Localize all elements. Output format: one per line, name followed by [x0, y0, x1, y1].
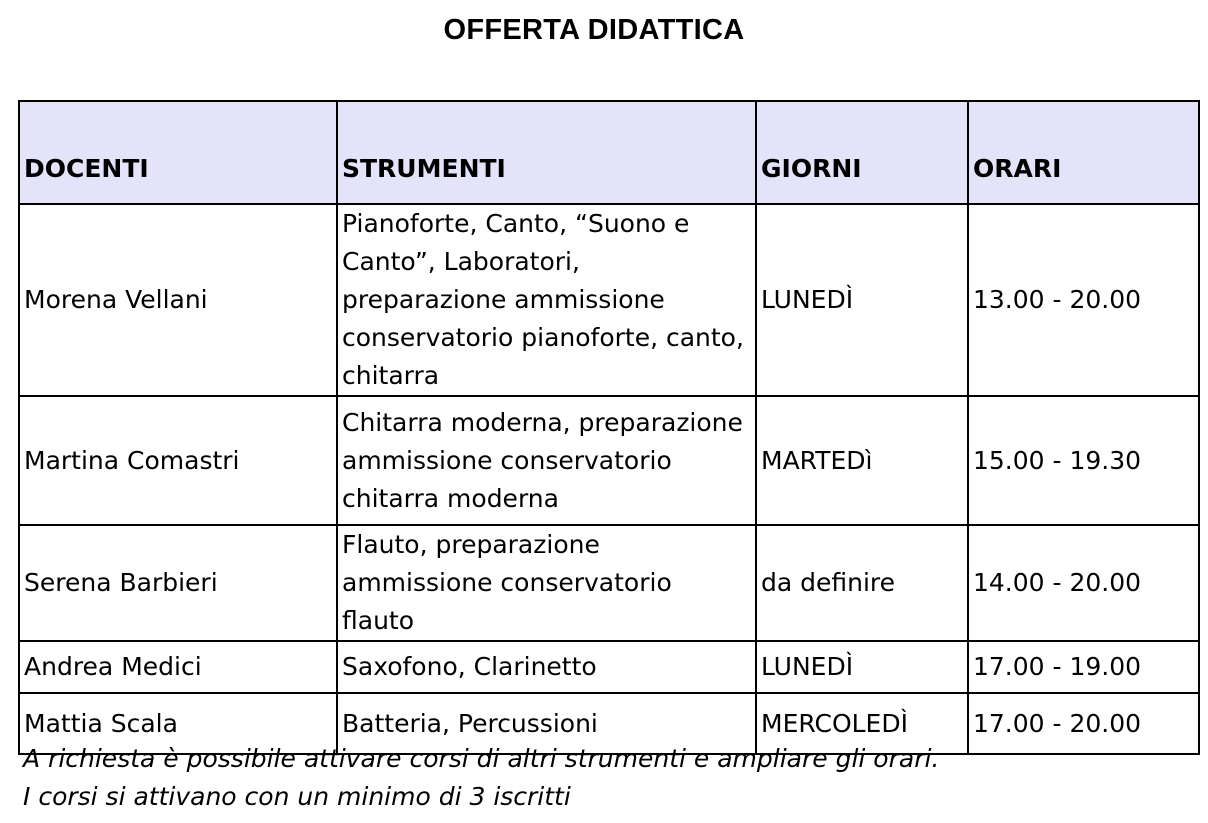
cell-strumenti: Chitarra moderna, preparazione ammissione conservatorio chitarra moderna	[337, 396, 756, 525]
header-orari: ORARI	[968, 101, 1199, 204]
cell-orari: 13.00 - 20.00	[968, 204, 1199, 396]
table-row	[19, 525, 1199, 641]
course-offer-table	[18, 100, 1200, 755]
header-strumenti: STRUMENTI	[337, 101, 756, 204]
header-giorni: GIORNI	[756, 101, 968, 204]
cell-docente: Martina Comastri	[19, 396, 337, 525]
cell-orari: 17.00 - 19.00	[968, 641, 1199, 693]
cell-giorni: MARTEDì	[756, 396, 968, 525]
note-line: I corsi si attivano con un minimo di 3 iscritti	[23, 782, 571, 811]
cell-docente: Andrea Medici	[19, 641, 337, 693]
header-docenti: DOCENTI	[19, 101, 337, 204]
cell-docente: Mattia Scala	[19, 693, 337, 754]
cell-giorni: LUNEDÌ	[756, 204, 968, 396]
note-line: A richiesta è possibile attivare corsi di altri strumenti e ampliare gli orari.	[23, 744, 940, 773]
cell-docente: Serena Barbieri	[19, 525, 337, 641]
table-row	[19, 204, 1199, 396]
cell-strumenti: Saxofono, Clarinetto	[337, 641, 756, 693]
cell-orari: 14.00 - 20.00	[968, 525, 1199, 641]
page-title: OFFERTA DIDATTICA	[443, 14, 745, 46]
cell-docente: Morena Vellani	[19, 204, 337, 396]
cell-giorni: da definire	[756, 525, 968, 641]
cell-strumenti: Batteria, Percussioni	[337, 693, 756, 754]
cell-orari: 17.00 - 20.00	[968, 693, 1199, 754]
cell-strumenti: Pianoforte, Canto, “Suono e Canto”, Laboratori, preparazione ammissione conservatorio pianoforte, canto, chitarra	[337, 204, 756, 396]
cell-strumenti: Flauto, preparazione ammissione conservatorio flauto	[337, 525, 756, 641]
notes	[23, 740, 939, 816]
table-row	[19, 396, 1199, 525]
table-header-row	[19, 101, 1199, 204]
cell-orari: 15.00 - 19.30	[968, 396, 1199, 525]
cell-giorni: MERCOLEDÌ	[756, 693, 968, 754]
cell-giorni: LUNEDÌ	[756, 641, 968, 693]
table-row	[19, 641, 1199, 693]
